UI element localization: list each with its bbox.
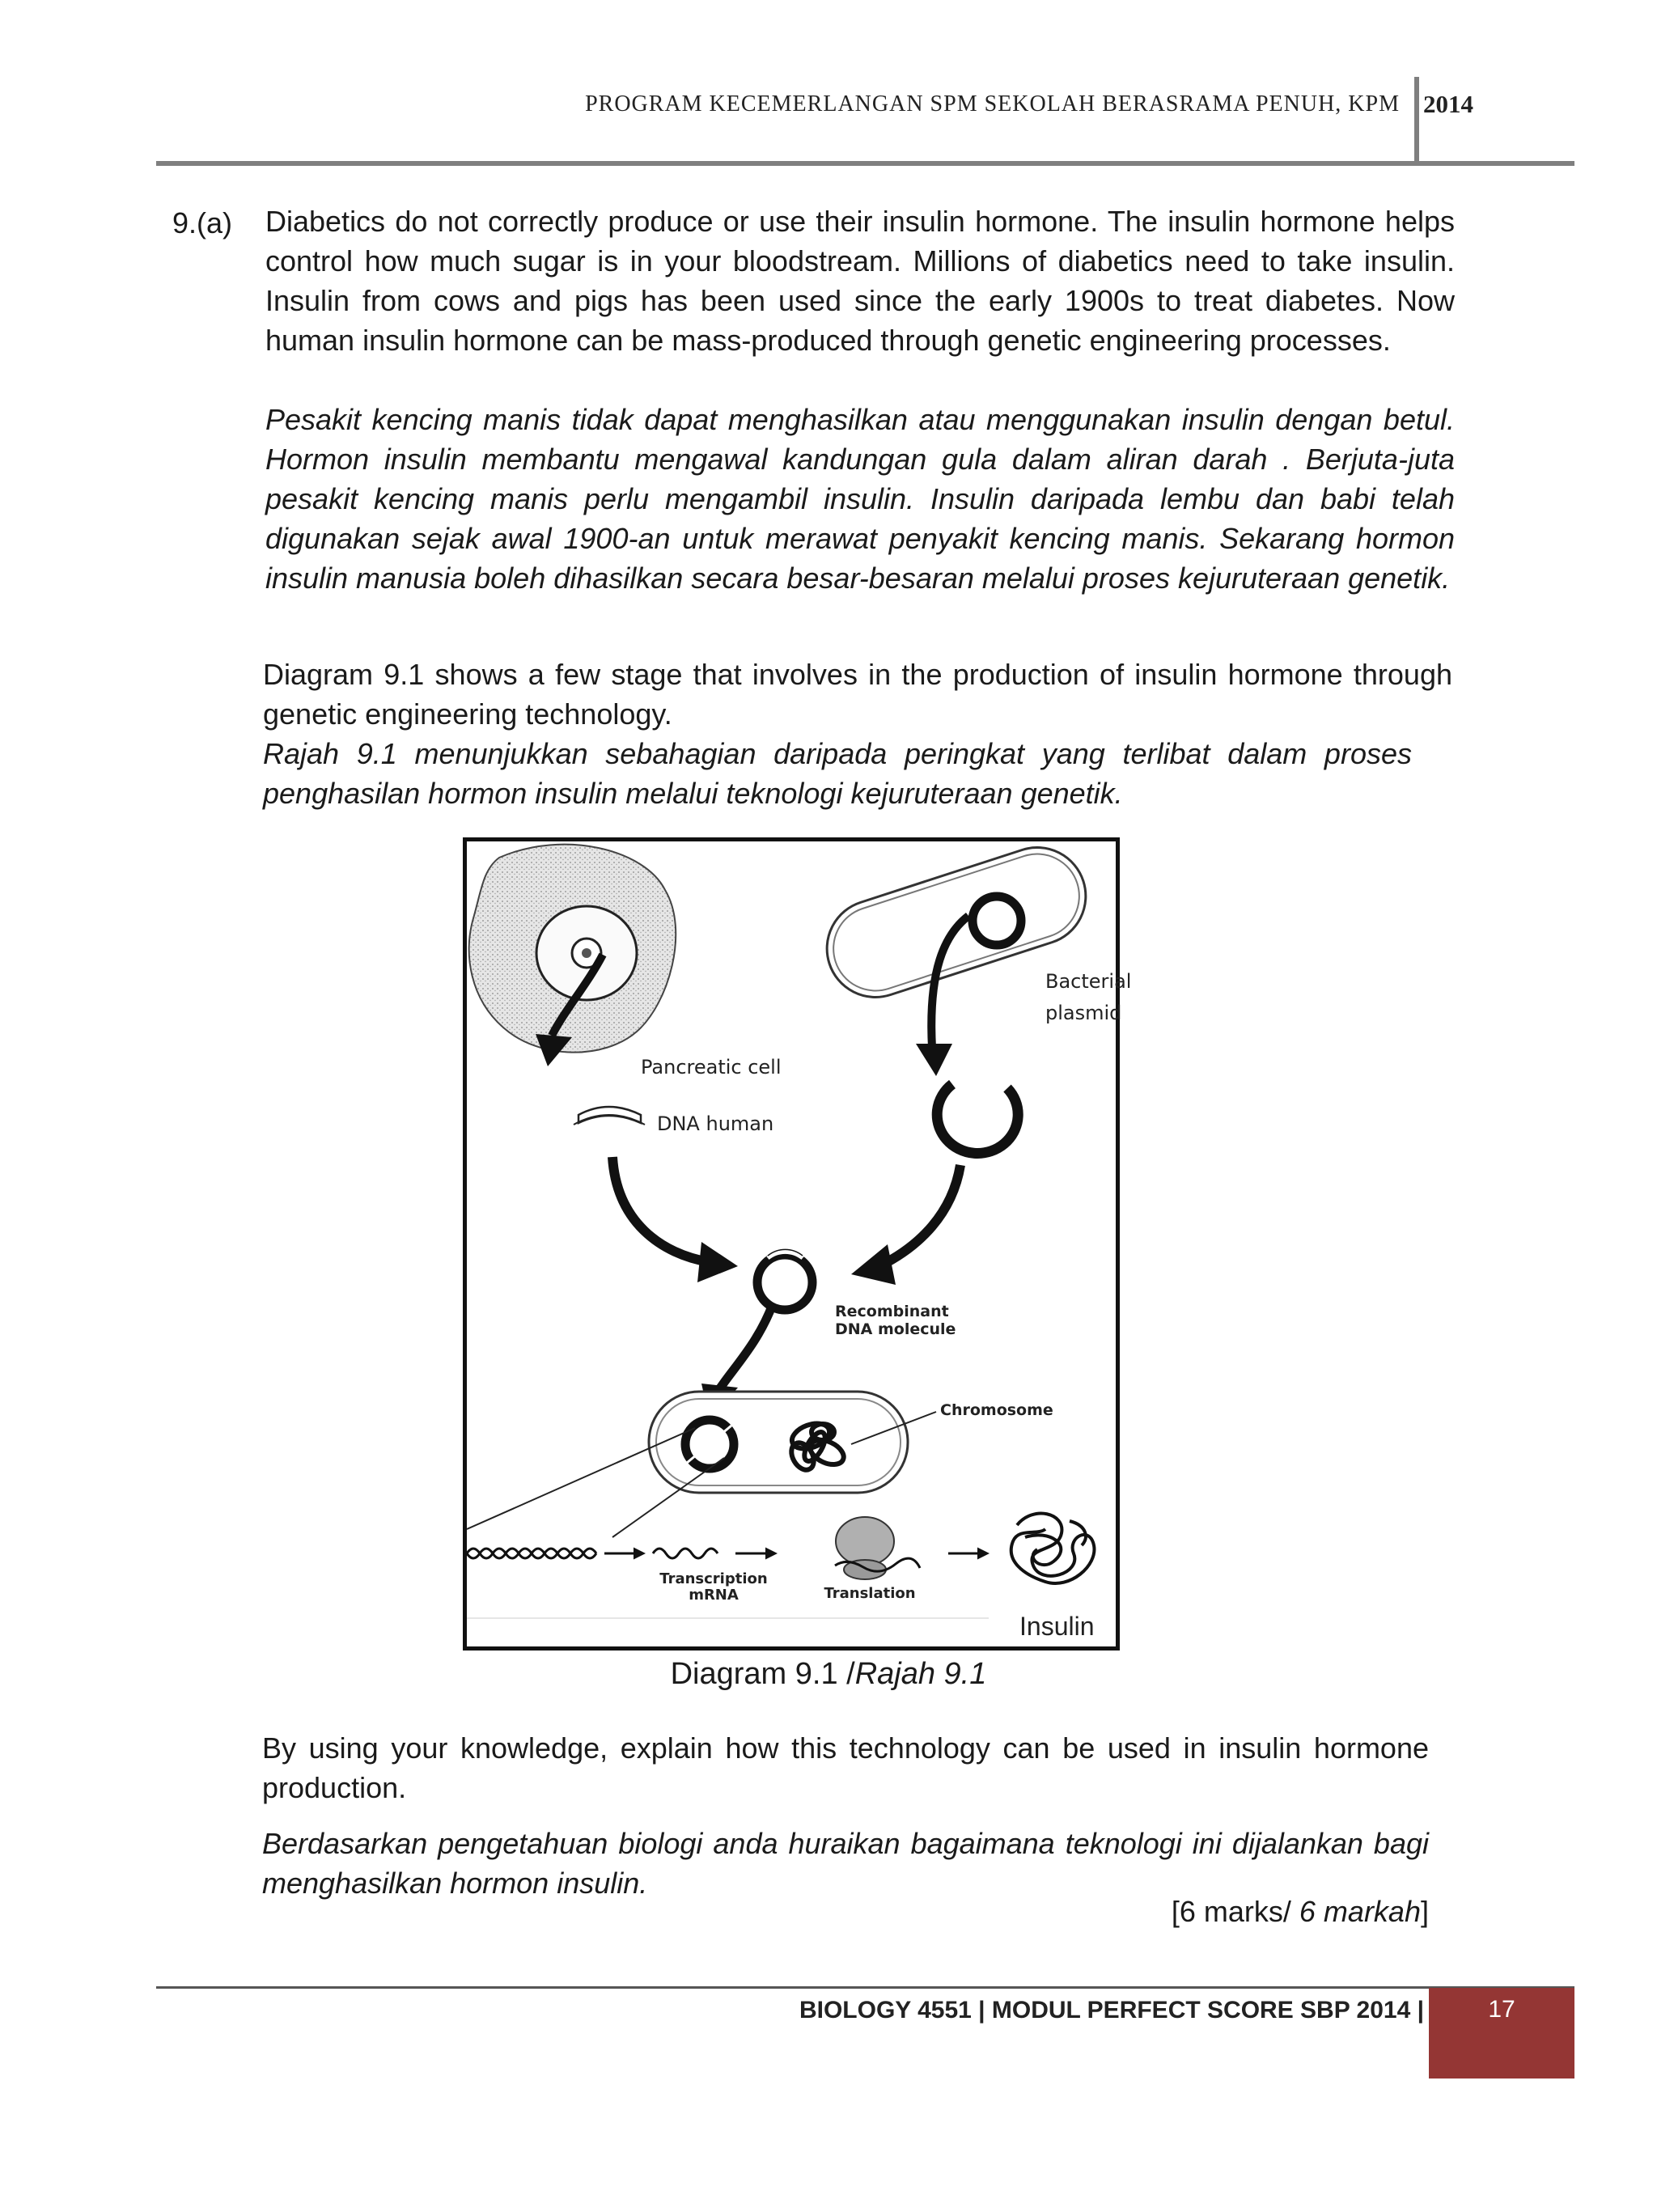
- diagram-9-1: [463, 837, 1132, 1651]
- bacterium-icon: [815, 841, 1099, 1076]
- label-mrna: mRNA: [689, 1587, 739, 1604]
- mrna-icon: [653, 1549, 718, 1558]
- intro-english: Diabetics do not correctly produce or use their insulin hormone. The insulin hormone helps control how much sugar is in your bloodstream. Millions of diabetics need to take insulin. Insulin from cows and pigs has been used since the early 1900s to treat diabetes. Now human insulin hormone can be mass-produced through genetic engineering processes.: [265, 205, 1455, 357]
- recombinant-dna-icon: [757, 1249, 812, 1310]
- header-rule: [156, 161, 1574, 166]
- ribosome-icon: [835, 1517, 920, 1579]
- label-dna-human: DNA human: [657, 1112, 774, 1135]
- label-recombinant: Recombinant: [835, 1303, 949, 1320]
- label-translation: Translation: [824, 1585, 916, 1602]
- page-header: [156, 77, 1574, 166]
- label-dna-molecule: DNA molecule: [835, 1320, 956, 1338]
- caption-malay: Rajah 9.1: [854, 1657, 987, 1691]
- label-transcription: Transcription: [659, 1570, 768, 1587]
- arrow-recombinant-to-host: [718, 1304, 773, 1392]
- dna-double-helix-icon: [467, 1549, 596, 1558]
- marks-malay: 6 markah: [1299, 1895, 1421, 1928]
- footer-text: BIOLOGY 4551 | MODUL PERFECT SCORE SBP 2014 |: [799, 1997, 1424, 2023]
- marks-allocation: [1172, 1895, 1429, 1929]
- arrowhead-right: [851, 1244, 896, 1285]
- human-dna-fragment-icon: [574, 1107, 645, 1125]
- diagram-caption: [0, 1657, 1657, 1692]
- marks-close: ]: [1420, 1895, 1429, 1928]
- label-chromosome: Chromosome: [940, 1401, 1053, 1419]
- arrow-plasmid-to-recombinant: [879, 1165, 960, 1266]
- diagram-reference-english: Diagram 9.1 shows a few stage that involves in the production of insulin hormone through genetic engineering technology.: [263, 658, 1452, 731]
- arrow-dna-to-recombinant: [612, 1157, 710, 1262]
- insulin-protein-icon: [1011, 1514, 1095, 1583]
- caption-english: Diagram 9.1 /: [670, 1657, 855, 1691]
- host-bacterium-icon: [649, 1392, 936, 1493]
- intro-malay: Pesakit kencing manis tidak dapat menghasilkan atau menggunakan insulin dengan betul. Hormon insulin membantu mengawal kandungan gula dalam aliran darah . Berjuta-juta pesakit kencing manis perlu mengambil insulin. Insulin daripada lembu dan babi telah digunakan sejak awal 1900-an untuk merawat penyakit kencing manis. Sekarang hormon insulin manusia boleh dihasilkan secara besar-besaran melalui proses kejuruteraan genetik.: [265, 403, 1455, 595]
- pancreatic-cell-icon: [469, 845, 676, 1066]
- page-number-box: [1429, 1988, 1574, 2079]
- label-pancreatic-cell: Pancreatic cell: [641, 1056, 782, 1078]
- task-malay: Berdasarkan pengetahuan biologi anda huraikan bagaimana teknologi ini dijalankan bagi menghasilkan hormon insulin.: [262, 1827, 1429, 1900]
- header-title: PROGRAM KECEMERLANGAN SPM SEKOLAH BERASRAMA PENUH, KPM: [585, 91, 1400, 117]
- arrowhead-left: [697, 1242, 738, 1282]
- label-insulin: Insulin: [1019, 1612, 1095, 1641]
- page-number: 17: [1488, 1996, 1515, 2023]
- question-number: 9.(a): [172, 206, 233, 239]
- task-english: By using your knowledge, explain how this technology can be used in insulin hormone production.: [262, 1731, 1429, 1804]
- header-separator: [1414, 77, 1419, 164]
- label-plasmid: plasmid: [1045, 1002, 1122, 1024]
- header-year: 2014: [1423, 90, 1473, 118]
- marks-english: [6 marks/: [1171, 1895, 1299, 1928]
- label-bacterial: Bacterial: [1045, 970, 1132, 993]
- footer-rule: [156, 1986, 1574, 1989]
- zoom-line: [467, 1428, 695, 1529]
- cut-plasmid-icon: [937, 1084, 1018, 1154]
- insulin-production-illustration: [467, 841, 1116, 1646]
- diagram-reference-malay: Rajah 9.1 menunjukkan sebahagian daripada peringkat yang terlibat dalam proses penghasilan hormon insulin melalui teknologi kejuruteraan genetik.: [263, 737, 1412, 810]
